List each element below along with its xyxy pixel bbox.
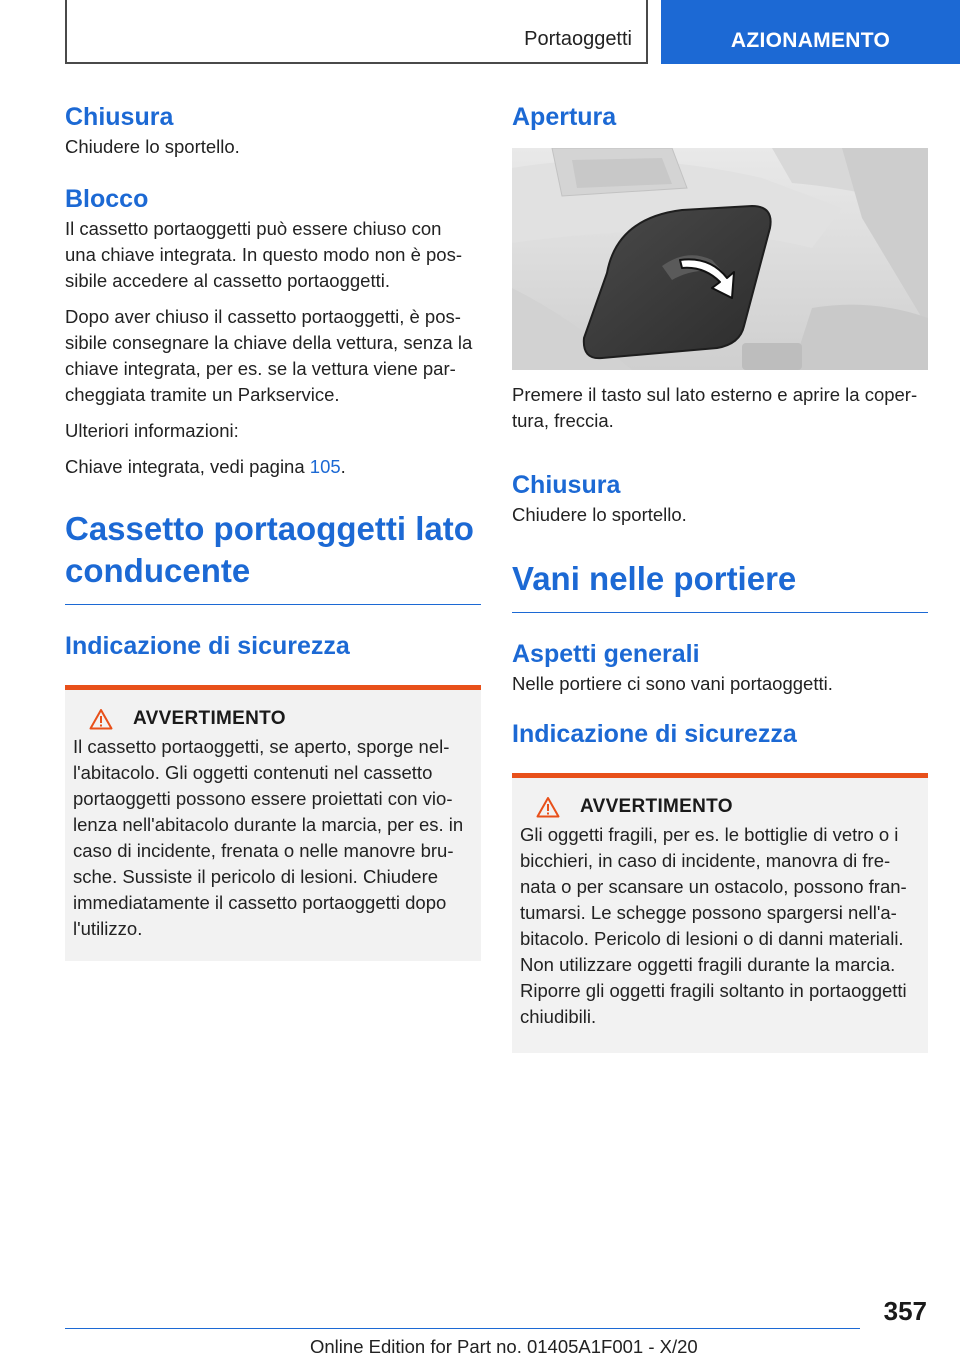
title-rule-right [512, 612, 928, 613]
header-section-title: Portaoggetti [524, 28, 632, 50]
chiusura-heading-right: Chiusura [512, 471, 621, 499]
warning-triangle-icon [89, 708, 113, 730]
footer-rule [65, 1328, 860, 1329]
warning-text-right: Gli oggetti fragili, per es. le bottiglie di vetro o i bicchieri, in caso di incidente, manovra di fre- nata o per scansare un ostacolo, possono fran- tumarsi. Le schegge possono spargersi nell'a- bitacolo. Pericolo di lesioni o di danni materiali. Non utilizzare oggetti fragili durante la marcia. Riporre gli oggetti fragili soltanto in portaoggetti chiudibili. [520, 824, 907, 1027]
cross-reference: Chiave integrata, vedi pagina 105. [65, 456, 346, 477]
page-number: 357 [883, 1296, 927, 1326]
chiusura-text-right: Chiudere lo sportello. [512, 504, 687, 525]
main-title-door-pockets: Vani nelle portiere [512, 560, 797, 597]
page-link[interactable]: 105 [309, 456, 341, 477]
warning-header [73, 708, 471, 730]
figure-caption: Premere il tasto sul lato esterno e aprire la coper- tura, freccia. [512, 384, 918, 431]
blocco-paragraph-2: Dopo aver chiuso il cassetto portaoggetti, è pos- sibile consegnare la chiave della vettura, senza la chiave integrata, per es. se la vettura viene par- cheggiata tramite un Parkservice. [65, 306, 473, 405]
footer-edition: Online Edition for Part no. 01405A1F001 - X/20 [310, 1336, 698, 1357]
chapter-tab[interactable]: AZIONAMENTO [661, 0, 960, 64]
blocco-paragraph-1: Il cassetto portaoggetti può essere chiuso con una chiave integrata. In questo modo non è pos- sibile accedere al cassetto portaoggetti. [65, 218, 462, 291]
warning-header-right [520, 796, 918, 818]
header-frame [65, 0, 648, 64]
safety-heading-right: Indicazione di sicurezza [512, 720, 797, 748]
chiusura-heading: Chiusura [65, 103, 174, 131]
warning-triangle-icon [536, 796, 560, 818]
warning-title: AVVERTIMENTO [133, 708, 286, 729]
warning-title-right: AVVERTIMENTO [580, 796, 733, 817]
warning-text: Il cassetto portaoggetti, se aperto, sporge nel- l'abitacolo. Gli oggetti contenuti nel cassetto portaoggetti possono essere proiettati con vio- lenza nell'abitacolo durante la marcia, per es. in caso di incidente, frenata o nelle manovre bru- sche. Sussiste il pericolo di lesioni. Chiudere immediatamente il cassetto portaoggetti dopo l'utilizzo. [73, 736, 464, 939]
warning-box [65, 685, 481, 961]
general-text: Nelle portiere ci sono vani portaoggetti. [512, 673, 833, 694]
safety-heading: Indicazione di sicurezza [65, 632, 350, 660]
right-column [512, 100, 928, 1053]
chiusura-text: Chiudere lo sportello. [65, 136, 240, 157]
more-info-label: Ulteriori informazioni: [65, 420, 239, 441]
blocco-heading: Blocco [65, 185, 149, 213]
main-title-glovebox-driver: Cassetto portaoggetti lato conducente [65, 510, 474, 589]
title-rule [65, 604, 481, 605]
glovebox-illustration [512, 148, 928, 370]
glovebox-figure [512, 148, 928, 370]
general-heading: Aspetti generali [512, 640, 700, 668]
left-column [65, 100, 481, 961]
warning-box-right [512, 773, 928, 1053]
apertura-heading: Apertura [512, 103, 617, 131]
